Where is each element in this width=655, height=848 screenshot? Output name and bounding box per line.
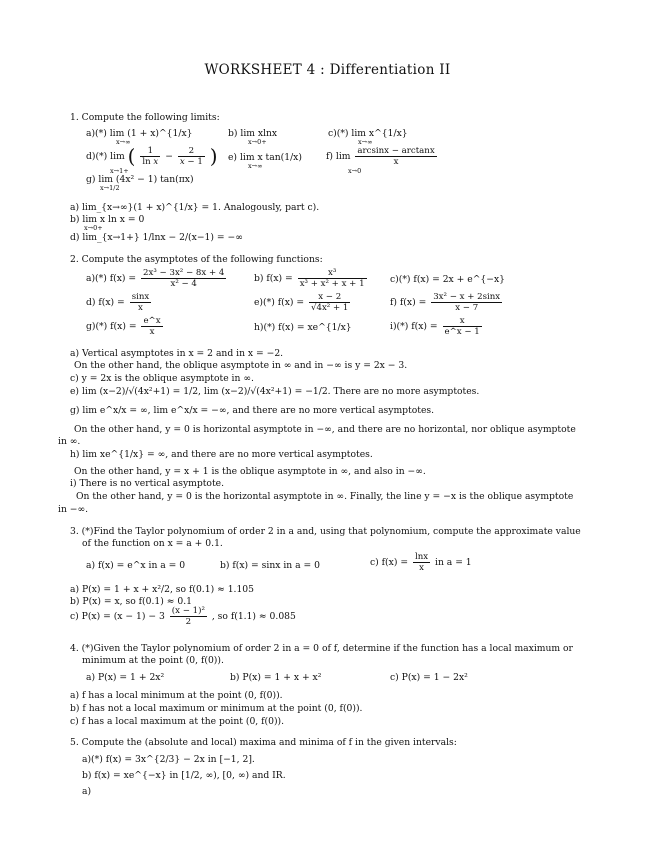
q3-answer-b: b) P(x) = x, so f(0.1) ≈ 0.1	[70, 596, 192, 607]
q1-b: b) lim xlnx x→0+	[228, 128, 278, 146]
q1-a: a)(*) lim (1 + x)^{1/x} x→∞	[86, 128, 193, 146]
q3-intro: 3. (*)Find the Taylor polynomium of order 2 in a and, using that polynomium, compute the approximate value	[70, 526, 581, 537]
q3-c: c) f(x) = $\frac{\ln x}{x}$ in a = 1	[370, 552, 472, 573]
page-title: WORKSHEET 4 : Differentiation II	[204, 62, 451, 78]
q5-answer-a: a)	[82, 786, 92, 797]
q2-answer-line: c) y = 2x is the oblique asymptote in ∞.	[70, 373, 254, 384]
q4-answer-line: b) f has not a local maximum or minimum at the point (0, f(0)).	[70, 703, 363, 714]
q1-f-sub: x→0	[348, 167, 362, 175]
q3-a: a) f(x) = e^x in a = 0	[86, 560, 186, 571]
q1-intro: 1. Compute the following limits:	[70, 112, 220, 123]
q2-answer-line: g) lim e^x/x = ∞, lim e^x/x = −∞, and there are no more vertical asymptotes.	[70, 405, 435, 416]
q2-answer-line: On the other hand, the oblique asymptote in ∞ and in −∞ is y = 2x − 3.	[74, 360, 408, 371]
q2-answer-line: On the other hand, y = 0 is the horizontal asymptote in ∞. Finally, the line y = −x is the oblique asymptote	[76, 491, 574, 502]
q5-intro: 5. Compute the (absolute and local) maxima and minima of f in the given intervals:	[70, 737, 457, 748]
q4-intro: 4. (*)Given the Taylor polynomium of order 2 in a = 0 of f, determine if the function has a local maximum or	[70, 643, 573, 654]
q1-answer-b: b) lim x ln x = 0 x→0+	[70, 214, 145, 232]
q1-d: d)(*) lim ( $\frac{1}{\text{ln x}}$ − $\frac{2}{x - 1}$ )	[86, 144, 218, 168]
q3-intro-cont: of the function on x = a + 0.1.	[82, 538, 223, 549]
q2-answer-line: e) lim (x−2)/√(4x²+1) = 1/2, lim (x−2)/√(4x²+1) = −1/2. There are no more asymptotes.	[70, 386, 480, 397]
q4-c: c) P(x) = 1 − 2x²	[390, 672, 468, 683]
q4-b: b) P(x) = 1 + x + x²	[230, 672, 322, 683]
q3-answer-a: a) P(x) = 1 + x + x²/2, so f(0.1) ≈ 1.105	[70, 584, 254, 595]
q1-g: g) lim (4x² − 1) tan(πx) x→1/2	[86, 174, 194, 192]
q1-e: e) lim x tan(1/x) x→∞	[228, 152, 302, 170]
q1-f: f) lim $\frac{\arcsin x - \arctan x}{x}$	[326, 146, 435, 167]
q4-a: a) P(x) = 1 + 2x²	[86, 672, 165, 683]
q2-g: g)(*) f(x) = $\frac{e\^{}x}{x}$	[86, 316, 161, 337]
q4-answer-line: a) f has a local minimum at the point (0, f(0)).	[70, 690, 283, 701]
q1-answer-d: d) lim_{x→1+} 1/lnx − 2/(x−1) = −∞	[70, 232, 243, 243]
q2-answer-line: On the other hand, y = x + 1 is the oblique asymptote in ∞, and also in −∞.	[74, 466, 426, 477]
q2-c: c)(*) f(x) = 2x + e^{−x}	[390, 274, 505, 285]
q2-e: e)(*) f(x) = $\frac{x - 2}{\text{√4x² + 1}}$	[254, 292, 349, 313]
q4-answer-line: c) f has a local maximum at the point (0, f(0)).	[70, 716, 285, 727]
q2-f: f) f(x) = $\frac{\text{3x² − x + 2sinx}}{x - 7}$	[390, 292, 501, 313]
q2-a: a)(*) f(x) = $\frac{\text{2x³ − 3x² − 8x + 4}}{\text{x² − 4}}$	[86, 268, 225, 289]
q2-h: h)(*) f(x) = xe^{1/x}	[254, 322, 352, 333]
q3-b: b) f(x) = sinx in a = 0	[220, 560, 320, 571]
q5-b: b) f(x) = xe^{−x} in [1/2, ∞), [0, ∞) and IR.	[82, 770, 286, 781]
q2-answer-line: h) lim xe^{1/x} = ∞, and there are no more vertical asymptotes.	[70, 449, 373, 460]
q1-answer-a: a) lim_{x→∞}(1 + x)^{1/x} = 1. Analogously, part c).	[70, 202, 320, 213]
q2-answer-line: in ∞.	[58, 436, 81, 447]
q3-answer-c: c) P(x) = (x − 1) − 3 $\frac{\text{(x − 1)²}}{2}$ , so f(1.1) ≈ 0.085	[70, 606, 296, 627]
q2-d: d) f(x) = $\frac{\sin x}{x}$	[86, 292, 150, 313]
q2-b: b) f(x) = $\frac{\text{x³}}{\text{x³ + x² + x + 1}}$	[254, 268, 365, 289]
q2-intro: 2. Compute the asymptotes of the following functions:	[70, 254, 323, 265]
q1-c: c)(*) lim x^{1/x} x→∞	[328, 128, 408, 146]
q1-d-sub: x→1+	[110, 167, 129, 175]
q2-answer-line: On the other hand, y = 0 is horizontal asymptote in −∞, and there are no horizontal, nor oblique asymptote	[74, 424, 576, 435]
q2-answer-line: in −∞.	[58, 504, 89, 515]
q2-answer-line: a) Vertical asymptotes in x = 2 and in x = −2.	[70, 348, 284, 359]
q2-answer-line: i) There is no vertical asymptote.	[70, 478, 224, 489]
q4-intro-cont: minimum at the point (0, f(0)).	[82, 655, 224, 666]
q2-i: i)(*) f(x) = $\frac{x}{e\^{}x - 1}$	[390, 316, 480, 337]
q5-a: a)(*) f(x) = 3x^{2/3} − 2x in [−1, 2].	[82, 754, 255, 765]
